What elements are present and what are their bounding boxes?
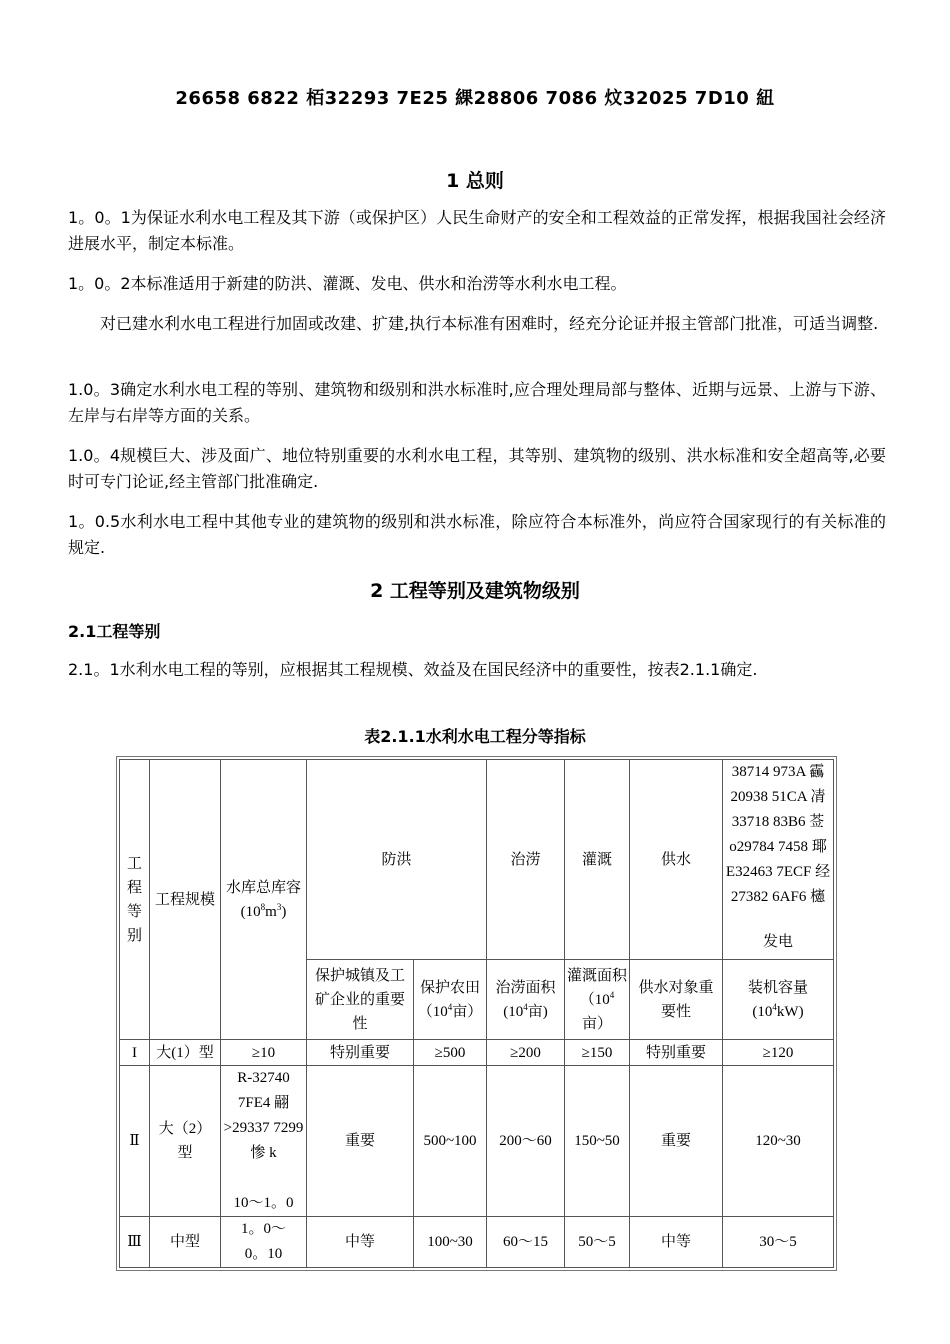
header-grade: 工程等别 [120,760,150,1040]
reservoir-cell-row2: R-32740 7FE4 翤 >29337 7299 惨 k 10～1。0 [221,1066,307,1217]
subheader-flood-farm: 保护农田 （$10^4$亩） [414,960,487,1040]
chapter-2-title: 2 工程等别及建筑物级别 [370,580,580,602]
table-row: I 大(1）型 ≥10 特别重要 ≥500 ≥200 ≥150 特别重要 ≥120 [120,1040,834,1066]
garbled-header-line: 26658 6822 栢32293 7E25 綶28806 7086 炆32025 7D10 紐 [175,88,775,109]
subheader-power-capacity: 装机容量 $(10^4kW)$ [723,960,834,1040]
header-flood: 防洪 [307,760,487,960]
clause-2-1-1: 2.1。1水利水电工程的等别，应根据其工程规模、效益及在国民经济中的重要性，按表2.1.1确定. [68,660,758,679]
chapter-1-title: 1 总则 [446,170,504,192]
section-2-1-title: 2.1工程等别 [68,622,161,641]
grade-table-frame [116,756,837,1271]
reservoir-cell-row3: 1。0～ 0。10 [221,1217,307,1268]
grade-table [119,759,834,1268]
clause-1-0-2-note: 对已建水利水电工程进行加固或改建、扩建,执行本标准有困难时，经充分论证并报主管部门批准，可适当调整. [100,314,879,333]
header-power: 38714 973A 靏 20938 51CA 凊 33718 83B6 莶 o29784 7458 瑘 E32463 7ECF 经 27382 6AF6 櫶 发电 [723,760,834,960]
table-row: Ⅲ 中型 1。0～ 0。10 中等 100~30 60～15 50～5 中等 30～5 [120,1217,834,1268]
clause-1-0-2: 1。0。2本标准适用于新建的防洪、灌溉、发电、供水和治涝等水利水电工程。 [68,274,627,293]
subheader-flood-city: 保护城镇及工矿企业的重要性 [307,960,414,1040]
header-supply: 供水 [630,760,723,960]
clause-1-0-5: 1。0.5水利水电工程中其他专业的建筑物的级别和洪水标准，除应符合本标准外，尚应符合国家现行的有关标准的规定. [68,512,886,557]
table-caption: 表2.1.1水利水电工程分等指标 [364,727,586,746]
clause-1-0-4: 1.0。4规模巨大、涉及面广、地位特别重要的水利水电工程，其等别、建筑物的级别、洪水标准和安全超高等,必要时可专门论证,经主管部门批准确定. [68,446,886,491]
subheader-irrigation-area: 灌溉面积 （$10^4$亩） [565,960,630,1040]
clause-1-0-3: 1.0。3确定水利水电工程的等别、建筑物和级别和洪水标准时,应合理处理局部与整体、近期与远景、上游与下游、左岸与右岸等方面的关系。 [68,380,886,425]
header-drain: 治涝 [487,760,565,960]
header-reservoir: 水库总库容 $(10^8m^3)$ [221,760,307,1040]
clause-1-0-1: 1。0。1为保证水利水电工程及其下游（或保护区）人民生命财产的安全和工程效益的正常发挥，根据我国社会经济进展水平，制定本标准。 [68,208,886,253]
header-irrigation: 灌溉 [565,760,630,960]
subheader-drain-area: 治涝面积 ($10^4$亩) [487,960,565,1040]
table-row: Ⅱ 大（2）型 R-32740 7FE4 翤 >29337 7299 惨 k 10～1。0 重要 500~100 200～60 150~50 重要 120~30 [120,1066,834,1217]
subheader-supply-object: 供水对象重要性 [630,960,723,1040]
header-scale: 工程规模 [150,760,221,1040]
